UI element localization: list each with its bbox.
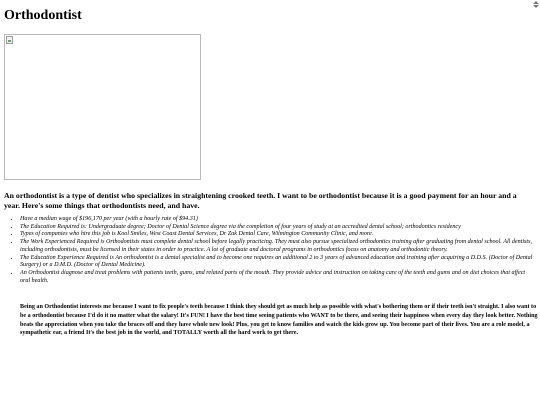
scroll-arrows-icon[interactable] [532, 0, 540, 9]
list-item: • The Education Required is: Undergraduate degree; Doctor of Dental Science degree via the completion of four years of study at an accredited dental school; orthodontics residency [20, 224, 536, 232]
closing-paragraph: Being an Orthodontist interests me because I want to fix people's teeth because I think they should get as much help as possible with what's bothering them or if their teeth isn't straight. I also want to be a orthodontist because I'd do it no matter what the salary! It's FUN! I have the best time seeing patients who WANT to be there, and seeing their happiness when every day they look better. Nothing beats the appreciation when you take the braces off and they have whole new look! Plus, you get to know families and watch the kids grow up. You become part of their lives. You are a role model, a sympathetic ear, a friend It's the best job in the world, and TOTALLY worth all the hard work to get there. [20, 304, 538, 337]
orthodontist-image [4, 34, 201, 180]
intro-paragraph: An orthodontist is a type of dentist who specializes in straightening crooked teeth. I want to be orthodontist because it is a good payment for an hour and a year. Here's some things that orthodontists need, and have. [4, 191, 517, 210]
list-item: • Types of companies who hire this job is Kool Smiles, West Coast Dental Services, Dr Zak Dental Care, Wilmington Community Clinic, and more. [20, 231, 536, 239]
list-item: • An Orthodontist diagnose and treat problems with patients teeth, gums, and related parts of the mouth. They provide advice and instruction on taking care of the teeth and gums and on diet choices that affect oral health. [20, 270, 536, 285]
list-item: • The Education Experience Required is An orthodontist is a dental specialist and to become one requires an additional 2 to 3 years of advanced education and training after acquiring a D.D.S. (Doctor of Dental Surgery) or a D.M.D. (Doctor of Dental Medicine). [20, 255, 536, 270]
facts-list [0, 216, 536, 285]
page-title: Orthodontist [4, 8, 82, 23]
broken-image-icon [6, 36, 13, 44]
list-item: • Have a median wage of $196,170 per year (with a hourly rate of $94.31) [20, 216, 536, 224]
list-item: • The Work Experienced Required is Orthodontists must complete dental school before legally practicing. They must also pursue specialized orthodontics training after graduating from dental school. All dentists, including orthodontists, must be licensed in their states in order to practice. A lot of graduate and doctoral programs in orthodontics focus on anatomy and orthodontic theory. [20, 239, 536, 254]
